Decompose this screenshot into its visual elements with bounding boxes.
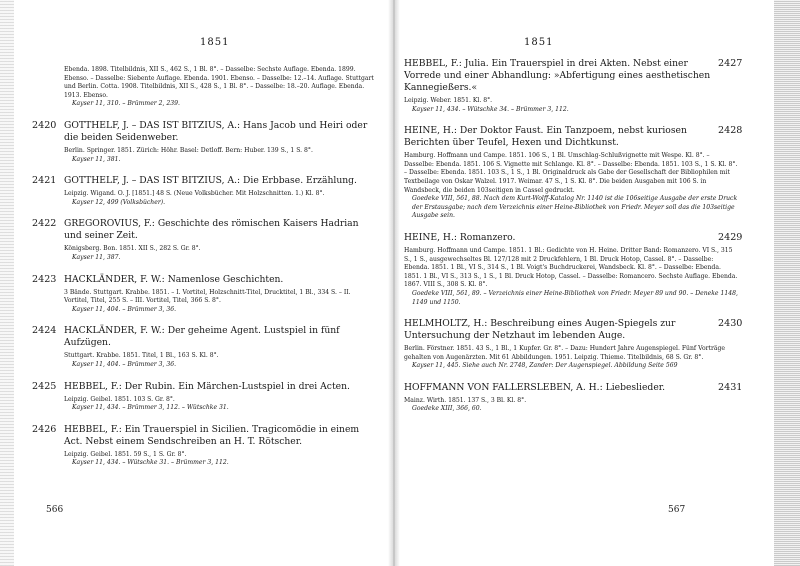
entry-number: 2420 xyxy=(32,119,57,131)
entry-number: 2424 xyxy=(32,325,57,337)
entry-reference: Kayser 11, 434. – Wütschke 31. – Brümmer 3, 112. xyxy=(72,459,229,467)
entry-reference: Kayser 11, 381. xyxy=(72,155,121,163)
entry-reference: Goedeke VIII, 561, 88. Nach dem Kurt-Wolff-Katalog Nr. 1140 ist die 106seitige Ausgabe der erste Druck der Erstausgabe; nach dem Verzeichnis einer Heine-Bibliothek von Friedr. Meyer soll das die 103seitige Ausgabe sein. xyxy=(412,195,738,220)
entry-number: 2423 xyxy=(32,273,57,285)
entry-number: 2429 xyxy=(718,231,743,243)
entry-title: HEBBEL, F.: Ein Trauerspiel in Sicilien. Tragicomödie in einem Act. Nebst einem Sendschreiben an H. T. Rötscher. xyxy=(64,423,360,447)
bibliography-entry xyxy=(398,232,770,307)
entry-title: HEINE, H.: Romanzero. xyxy=(404,231,516,243)
scan-edge-left xyxy=(0,0,14,566)
entry-title: GREGOROVIUS, F.: Geschichte des römischen Kaisers Hadrian und seiner Zeit. xyxy=(64,218,359,242)
entry-list xyxy=(398,58,770,425)
entry-reference: Goedeke VIII, 561, 89. – Verzeichnis einer Heine-Bibliothek von Friedr. Meyer 89 und 90. – Deneke 1148, 1149 und 1150. xyxy=(412,289,738,306)
entry-title: HEBBEL, F.: Der Rubin. Ein Märchen-Lustspiel in drei Acten. xyxy=(64,380,350,392)
entry-reference: Kayser 11, 434. – Wütschke 34. – Brümmer 3, 112. xyxy=(412,105,569,113)
entry-title: GOTTHELF, J. – DAS IST BITZIUS, A.: Hans Jacob und Heiri oder die beiden Seidenweber. xyxy=(64,119,368,143)
entry-reference: Kayser 11, 387. xyxy=(72,253,121,261)
bibliography-entry xyxy=(14,424,392,468)
entry-number: 2427 xyxy=(718,58,743,69)
bibliography-entry xyxy=(398,58,770,114)
entry-list xyxy=(14,66,392,479)
entry-reference: Kayser 12, 499 (Volksbücher). xyxy=(72,198,166,206)
entry-description: Stuttgart. Krabbe. 1851. Titel, 1 Bl., 163 S. Kl. 8°. xyxy=(64,352,219,360)
page-number: 566 xyxy=(46,505,64,515)
entry-description: 3 Bände. Stuttgart. Krabbe. 1851. – I. Vortitel, Holzschnitt-Titel, Drucktitel, 1 Bl., 334 S. – II. Vortitel, Titel, 255 S. – III. Vortitel, Titel, 366 S. 8°. xyxy=(64,288,351,305)
bibliography-entry xyxy=(14,218,392,262)
entry-title: HACKLÄNDER, F. W.: Der geheime Agent. Lustspiel in fünf Aufzügen. xyxy=(64,325,340,349)
entry-number: 2430 xyxy=(718,318,743,330)
bibliography-entry xyxy=(14,175,392,207)
page-number: 567 xyxy=(668,505,686,515)
entry-description: Leipzig. Weber. 1851. Kl. 8°. xyxy=(404,97,493,104)
entry-number: 2421 xyxy=(32,175,57,187)
entry-number: 2425 xyxy=(32,380,57,392)
entry-number: 2431 xyxy=(718,381,743,393)
entry-description: Königsberg. Bon. 1851. XII S., 282 S. Gr. 8°. xyxy=(64,245,201,253)
entry-title: HELMHOLTZ, H.: Beschreibung eines Augen-Spiegels zur Untersuchung der Netzhaut im lebenden Auge. xyxy=(404,318,676,342)
entry-number: 2422 xyxy=(32,218,57,230)
continuation-entry xyxy=(14,66,392,109)
bibliography-entry xyxy=(14,120,392,164)
bibliography-entry xyxy=(398,318,770,371)
bibliography-entry xyxy=(14,325,392,369)
entry-reference: Kayser 11, 404. – Brümmer 3, 36. xyxy=(72,360,177,368)
entry-reference: Goedeke XIII, 366, 60. xyxy=(412,405,482,413)
entry-title: HEINE, H.: Der Doktor Faust. Ein Tanzpoem, nebst kuriosen Berichten über Teufel, Hexen und Dichtkunst. xyxy=(404,125,687,149)
entry-description: Hamburg. Hoffmann und Campe. 1851. 106 S., 1 Bl. Umschlag-Schlußvignette mit Wespe. Kl. 8°. – Dasselbe: Ebenda. 1851. 106 S. Vignette mit Schlange. Kl. 8°. – Dasselbe: Ebenda. 1851. 103 S., 1 S. Kl. 8°. – Dasselbe: Ebenda. 1851. 103 S., 1 S., 1 Bl. Originaldruck als Gabe der Gesellschaft der Bibliophilen mit Textbeilage von Oskar Walzel. 1917. Weimar. 47 S., 1 S. Kl. 8°. Die beiden Ausgaben mit 106 S. in Wandsbeck, die beiden 103seitigen in Cassel gedruckt. xyxy=(404,152,738,194)
bibliography-entry xyxy=(14,381,392,413)
right-page xyxy=(398,0,770,566)
entry-description: Leipzig. Geibel. 1851. 59 S., 1 S. Gr. 8°. xyxy=(64,450,187,458)
entry-description: Mainz. Wirth. 1851. 137 S., 3 Bl. Kl. 8°. xyxy=(404,396,527,404)
page-header-year: 1851 xyxy=(200,37,230,48)
entry-number: 2428 xyxy=(718,125,743,137)
bibliography-entry xyxy=(398,382,770,414)
left-page xyxy=(14,0,392,566)
page-header-year: 1851 xyxy=(524,37,554,48)
scan-edge-right xyxy=(774,0,800,566)
bibliography-entry xyxy=(398,125,770,221)
entry-reference: Kayser 11, 445. Siehe auch Nr. 2748, Zander: Der Augenspiegel. Abbildung Seite 569 xyxy=(412,362,678,370)
entry-title: HEBBEL, F.: Julia. Ein Trauerspiel in drei Akten. Nebst einer Vorrede und einer Abhandlung: »Abfertigung eines aesthetischen Kannegießers.« xyxy=(404,58,711,93)
entry-description: Berlin. Förstner. 1851. 43 S., 1 Bl., 1 Kupfer. Gr. 8°. – Dazu: Hundert Jahre Augenspiegel. Fünf Vorträge gehalten von Augenärzten. Mit 61 Abbildungen. 1951. Leipzig. Thieme. Titelbildnis, 68 S. Gr. 8°. xyxy=(404,345,726,361)
entry-reference: Kayser 11, 404. – Brümmer 3, 36. xyxy=(72,305,177,313)
entry-description: Leipzig. Wigand. O. J. [1851.] 48 S. (Neue Volksbücher. Mit Holzschnitten. 1.) Kl. 8°. xyxy=(64,190,325,198)
bibliography-entry xyxy=(14,274,392,315)
continuation-ref: Kayser 11, 310. – Brümmer 2, 239. xyxy=(72,100,180,108)
entry-reference: Kayser 11, 434. – Brümmer 3, 112. – Wütschke 31. xyxy=(72,404,229,412)
entry-number: 2426 xyxy=(32,423,57,435)
entry-description: Berlin. Springer. 1851. Zürich: Höhr. Basel: Detloff. Bern: Huber. 139 S., 1 S. 8°. xyxy=(64,146,313,154)
entry-title: HOFFMANN VON FALLERSLEBEN, A. H.: Liebeslieder. xyxy=(404,381,666,393)
continuation-text: Ebenda. 1898. Titelbildnis, XII S., 462 S., 1 Bl. 8°. – Dasselbe: Sechste Auflage. Ebenda. 1899. Ebenso. – Dasselbe: Siebente Auflage. Ebenda. 1901. Ebenso. – Dasselbe: 12.–14. Auflage. Stuttgart und Berlin. Cotta. 1908. Titelbildnis, XII S., 428 S., 1 Bl. 8°. – Dasselbe: 18.–20. Auflage. Ebenda. 1913. Ebenso. xyxy=(64,66,374,99)
entry-description: Hamburg. Hoffmann und Campe. 1851. 1 Bl.: Gedichte von H. Heine. Dritter Band: Romanzero. VI S., 315 S., 1 S., ausgewechseltes Bl. 127/128 mit 2 Druckfehlern, 1 Bl. Druck Hotop, Cassel. 8°. – Dasselbe: Ebenda. 1851. 1 Bl., VI S., 314 S., 1 Bl. Voigt's Buchdruckerei, Wandsbeck. Kl. 8°. – Dasselbe: Ebenda. 1851. 1 Bl., VI S., 313 S., 1 S., 1 Bl. Druck Hotop, Cassel. – Dasselbe: Romancero. Sechste Auflage. Ebenda. 1867. VIII S., 308 S. Kl. 8°. xyxy=(404,246,738,289)
entry-description: Leipzig. Geibel. 1851. 103 S. Gr. 8°. xyxy=(64,395,175,403)
entry-title: GOTTHELF, J. – DAS IST BITZIUS, A.: Die Erbbase. Erzählung. xyxy=(64,175,357,187)
entry-title: HACKLÄNDER, F. W.: Namenlose Geschichten. xyxy=(64,273,284,285)
